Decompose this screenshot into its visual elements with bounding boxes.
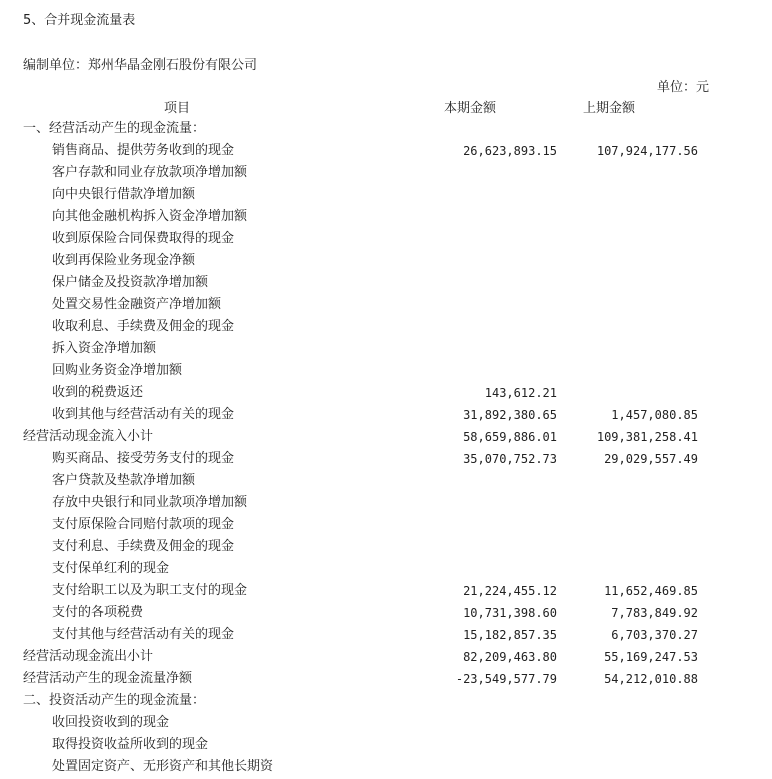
row-label: 向中央银行借款净增加额 (52, 187, 196, 202)
row-label: 购买商品、接受劳务支付的现金 (52, 451, 235, 466)
previous-period-value: 107,924,177.56 (596, 144, 698, 158)
row-label: 存放中央银行和同业款项净增加额 (52, 495, 248, 510)
table-row (0, 646, 772, 668)
table-row (0, 338, 772, 360)
row-label: 处置固定资产、无形资产和其他长期资 (52, 759, 274, 774)
row-label: 收取利息、手续费及佣金的现金 (52, 319, 235, 334)
table-row (0, 514, 772, 536)
current-period-value: 35,070,752.73 (463, 452, 557, 466)
current-period-value: -23,549,577.79 (455, 672, 557, 686)
row-label: 支付利息、手续费及佣金的现金 (52, 539, 235, 554)
table-row (0, 668, 772, 690)
current-period-value: 143,612.21 (484, 386, 557, 400)
previous-period-value: 11,652,469.85 (604, 584, 698, 598)
table-row (0, 228, 772, 250)
previous-period-value: 29,029,557.49 (604, 452, 698, 466)
header-item: 项目 (164, 101, 191, 116)
current-period-value: 82,209,463.80 (463, 650, 557, 664)
row-label: 支付其他与经营活动有关的现金 (52, 627, 235, 642)
previous-period-value: 6,703,370.27 (611, 628, 698, 642)
row-label: 支付原保险合同赔付款项的现金 (52, 517, 235, 532)
row-label: 销售商品、提供劳务收到的现金 (52, 143, 235, 158)
row-label: 保户储金及投资款净增加额 (52, 275, 209, 290)
row-label: 收到原保险合同保费取得的现金 (52, 231, 235, 246)
current-period-value: 26,623,893.15 (463, 144, 557, 158)
previous-period-value: 7,783,849.92 (611, 606, 698, 620)
table-row (0, 140, 772, 162)
table-row (0, 734, 772, 756)
row-label: 经营活动现金流入小计 (23, 429, 154, 444)
table-row (0, 756, 772, 778)
table-row (0, 162, 772, 184)
row-label: 拆入资金净增加额 (52, 341, 157, 356)
row-label: 处置交易性金融资产净增加额 (52, 297, 222, 312)
table-row (0, 250, 772, 272)
previous-period-value: 1,457,080.85 (611, 408, 698, 422)
row-label: 取得投资收益所收到的现金 (52, 737, 209, 752)
row-label: 支付的各项税费 (52, 605, 144, 620)
table-row (0, 536, 772, 558)
header-previous-period: 上期金额 (583, 101, 636, 116)
table-row (0, 624, 772, 646)
row-label: 收到再保险业务现金净额 (52, 253, 196, 268)
row-label: 经营活动产生的现金流量净额 (23, 671, 193, 686)
row-label: 收到的税费返还 (52, 385, 144, 400)
previous-period-value: 55,169,247.53 (604, 650, 698, 664)
table-row (0, 690, 772, 712)
table-row (0, 602, 772, 624)
company-name: 编制单位：郑州华晶金刚石股份有限公司 (23, 58, 258, 73)
table-row (0, 272, 772, 294)
section-title: 5、合并现金流量表 (23, 13, 136, 28)
current-period-value: 58,659,886.01 (463, 430, 557, 444)
table-row (0, 580, 772, 602)
row-label: 支付保单红利的现金 (52, 561, 170, 576)
previous-period-value: 54,212,010.88 (604, 672, 698, 686)
table-row (0, 404, 772, 426)
row-label: 经营活动现金流出小计 (23, 649, 154, 664)
table-row (0, 712, 772, 734)
table-row (0, 206, 772, 228)
row-label: 支付给职工以及为职工支付的现金 (52, 583, 248, 598)
table-row (0, 426, 772, 448)
current-period-value: 21,224,455.12 (463, 584, 557, 598)
header-current-period: 本期金额 (444, 101, 497, 116)
table-row (0, 316, 772, 338)
table-row (0, 118, 772, 140)
row-label: 收到其他与经营活动有关的现金 (52, 407, 235, 422)
current-period-value: 31,892,380.65 (463, 408, 557, 422)
row-label: 向其他金融机构拆入资金净增加额 (52, 209, 248, 224)
row-label: 一、经营活动产生的现金流量： (23, 121, 206, 136)
currency-unit: 单位：元 (657, 80, 710, 95)
table-row (0, 360, 772, 382)
current-period-value: 15,182,857.35 (463, 628, 557, 642)
previous-period-value: 109,381,258.41 (596, 430, 698, 444)
table-row (0, 294, 772, 316)
row-label: 回购业务资金净增加额 (52, 363, 183, 378)
row-label: 二、投资活动产生的现金流量： (23, 693, 206, 708)
row-label: 客户存款和同业存放款项净增加额 (52, 165, 248, 180)
table-row (0, 470, 772, 492)
table-row (0, 382, 772, 404)
table-row (0, 558, 772, 580)
row-label: 客户贷款及垫款净增加额 (52, 473, 196, 488)
table-row (0, 448, 772, 470)
current-period-value: 10,731,398.60 (463, 606, 557, 620)
row-label: 收回投资收到的现金 (52, 715, 170, 730)
table-row (0, 492, 772, 514)
table-row (0, 184, 772, 206)
